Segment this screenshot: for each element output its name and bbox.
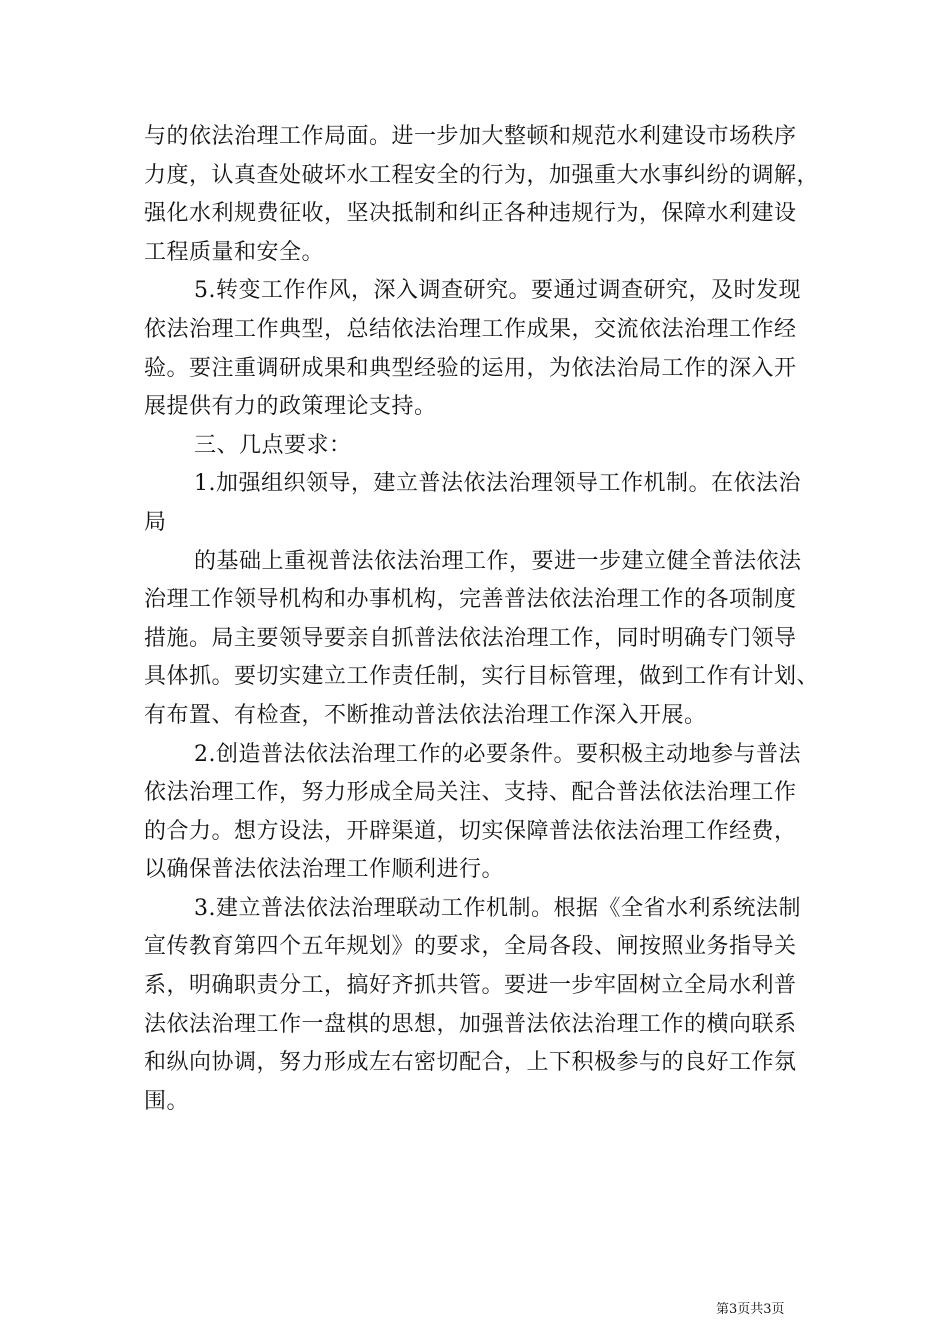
text-line: 展提供有力的政策理论支持。 xyxy=(144,394,437,420)
text-line: 以确保普法依法治理工作顺利进行。 xyxy=(144,857,505,883)
document-body xyxy=(144,118,820,1121)
text-line: 依法治理工作典型，总结依法治理工作成果，交流依法治理工作经 xyxy=(144,316,797,342)
text-line: 系，明确职责分工，搞好齐抓共管。要进一步牢固树立全局水利普 xyxy=(144,973,797,999)
text-line: 有布置、有检查，不断推动普法依法治理工作深入开展。 xyxy=(144,702,707,728)
text-line: 宣传教育第四个五年规划》的要求，全局各段、闸按照业务指导关 xyxy=(144,934,797,960)
text-line: 围。 xyxy=(144,1088,190,1114)
page-number: 第3页共3页 xyxy=(716,1302,785,1317)
text-line: 1.加强组织领导，建立普法依法治理领导工作机制。在依法治 xyxy=(194,471,801,497)
text-line: 局 xyxy=(144,509,167,535)
text-line: 验。要注重调研成果和典型经验的运用，为依法治局工作的深入开 xyxy=(144,355,797,381)
text-line: 措施。局主要领导要亲自抓普法依法治理工作，同时明确专门领导 xyxy=(144,625,797,651)
text-line: 和纵向协调，努力形成左右密切配合，上下积极参与的良好工作氛 xyxy=(144,1050,797,1076)
text-line: 与的依法治理工作局面。进一步加大整顿和规范水利建设市场秩序 xyxy=(144,124,797,149)
text-line: 3.建立普法依法治理联动工作机制。根据《全省水利系统法制 xyxy=(194,895,801,921)
text-line: 强化水利规费征收，坚决抵制和纠正各种违规行为，保障水利建设 xyxy=(144,201,797,227)
text-line: 的基础上重视普法依法治理工作，要进一步建立健全普法依法 xyxy=(194,548,802,574)
text-line: 的合力。想方设法，开辟渠道，切实保障普法依法治理工作经费， xyxy=(144,818,797,844)
text-line: 5.转变工作作风，深入调查研究。要通过调查研究，及时发现 xyxy=(194,278,801,304)
section-heading: 三、几点要求： xyxy=(194,432,352,458)
text-line: 依法治理工作，努力形成全局关注、支持、配合普法依法治理工作 xyxy=(144,780,797,806)
text-line: 工程质量和安全。 xyxy=(144,239,325,265)
text-line: 法依法治理工作一盘棋的思想，加强普法依法治理工作的横向联系 xyxy=(144,1011,797,1037)
text-line: 2.创造普法依法治理工作的必要条件。要积极主动地参与普法 xyxy=(194,741,801,767)
text-line: 具体抓。要切实建立工作责任制，实行目标管理，做到工作有计划、 xyxy=(144,664,820,690)
text-line: 治理工作领导机构和办事机构，完善普法依法治理工作的各项制度 xyxy=(144,587,797,613)
text-line: 力度，认真查处破坏水工程安全的行为，加强重大水事纠纷的调解， xyxy=(144,162,820,188)
